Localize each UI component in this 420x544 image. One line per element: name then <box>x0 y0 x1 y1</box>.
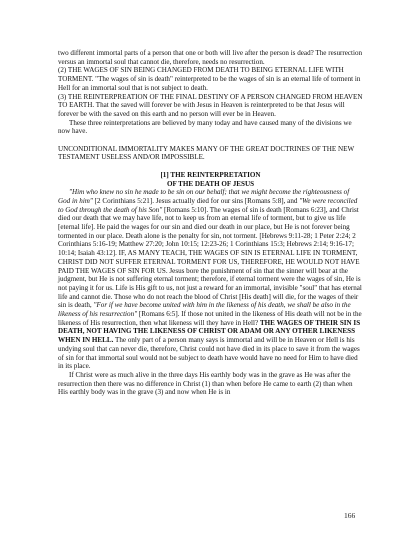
intro-continuation: two different immortal parts of a person that one or both will live after the person is dead? The resurrection versus an immortal soul that cannot die, therefore, needs no resurrection. <box>58 49 363 66</box>
reinterpretation-item-3: (3) THE REINTERPREATION OF THE FINAL DESTINY OF A PERSON CHANGED FROM HEAVEN TO EARTH. That the saved will forever be with Jesus in Heaven is reinterpreted to be that Jesus will forever be with the saved on this earth and no person will ever be in Heaven. <box>58 92 363 118</box>
paragraph-text: [Romans 5:10]. The wages of sin is death [Romans 6:23], and Christ died our death that we may have life, not to keep us from an eternal life of torment, but to give us life [eternal life]. He paid the wages for our sin and died our death in our place, but He is not forever being tormented in our place. Death alone is the penalty for sin, not torment. [Hebrews 9:11-28; 1 Peter 2:24; 2 Corinthians 5:16-19; Matthew 27:20; John 10:15; 12:23-26; 1 Corinthians 15:3; Hebrews 2:14; 9:16-17; 10:14; Isaiah 43:12]. IF, AS MANY TEACH, THE WAGES OF SIN IS ETERNAL LIFE IN TORMENT, CHRIST DID NOT SUFFER ETERNAL TORMENT FOR US, THEREFORE, HE WOULD NOT HAVE PAID THE WAGES OF SIN FOR US. Jesus bore the punishment of sin that the sinner will bear at the judgment, but He is not suffering eternal torment; therefore, if eternal torment were the wages of sin, He is not paying it for us. Life is His gift to us, not just a reward for an immortal, invisible "soul" that has eternal life and cannot die. Those who do not reach the blood of Christ [His death] will die, for the wages of their sin is death, <box>58 205 362 310</box>
page-body <box>58 49 363 397</box>
scripture-quote: "For if we have become united with him in the likeness of his death, we shall be also in the likeness of his resurrection" <box>58 301 351 319</box>
paragraph-text: [Romans 6:5]. If those not united in the likeness of His death will not be in the likeness of His resurrection, then what likeness will they have in Hell? <box>58 310 362 327</box>
section-subheading: OF THE DEATH OF JESUS <box>166 179 255 188</box>
spacer <box>58 162 363 171</box>
scripture-quote: "Him who knew no sin he made to be sin on our behalf; that we might become the righteousness of God in him" <box>58 188 350 205</box>
emphasis-text: THE WAGES OF THEIR SIN IS DEATH, NOT HAVING THE LIKENESS OF CHRIST OR ADAM OR ANY OTHER LIKENESS WHEN IN HELL. <box>58 318 361 345</box>
spacer <box>58 136 363 145</box>
section-heading: [1] THE REINTERPRETATION <box>160 170 261 179</box>
paragraph-text: The only part of a person many says is immortal and will be in Heaven or Hell is his undying soul that can never die, therefore, Christ could not have died in its place to save it from the wages of sin for that immortal soul would not be subject to death have would have no need for Him to have died in its place. <box>58 336 360 371</box>
body-paragraph-2: If Christ were as much alive in the three days His earthly body was in the grave as He was after the resurrection then there was no difference in Christ (1) than when before He came to earth (2) than when His earthly body was in the grave (3) and now when He is in <box>58 370 353 397</box>
body-paragraph-1 <box>58 188 363 371</box>
paragraph-text: [2 Corinthians 5:21]. Jesus actually died for our sins [Romans 5:8], and <box>92 196 300 205</box>
scripture-quote: "We were reconciled to God through the death of his Son" <box>58 196 358 214</box>
unconditional-immortality-statement: UNCONDITIONAL IMMORTALITY MAKES MANY OF THE GREAT DOCTRINES OF THE NEW TESTAMENT USELESS AND/OR IMPOSSIBLE. <box>58 144 355 162</box>
page-number: 166 <box>344 511 356 520</box>
reinterpretation-item-2: (2) THE WAGES OF SIN BEING CHANGED FROM DEATH TO BEING ETERNAL LIFE WITH TORMENT. "The wages of sin is death" reinterpreted to be the wages of sin is an eternal life of torment in Hell for an immortal soul that is not subject to death. <box>58 66 361 92</box>
reinterpretation-summary: These three reinterpretations are believed by many today and have caused many of the divisions we now have. <box>58 118 352 136</box>
